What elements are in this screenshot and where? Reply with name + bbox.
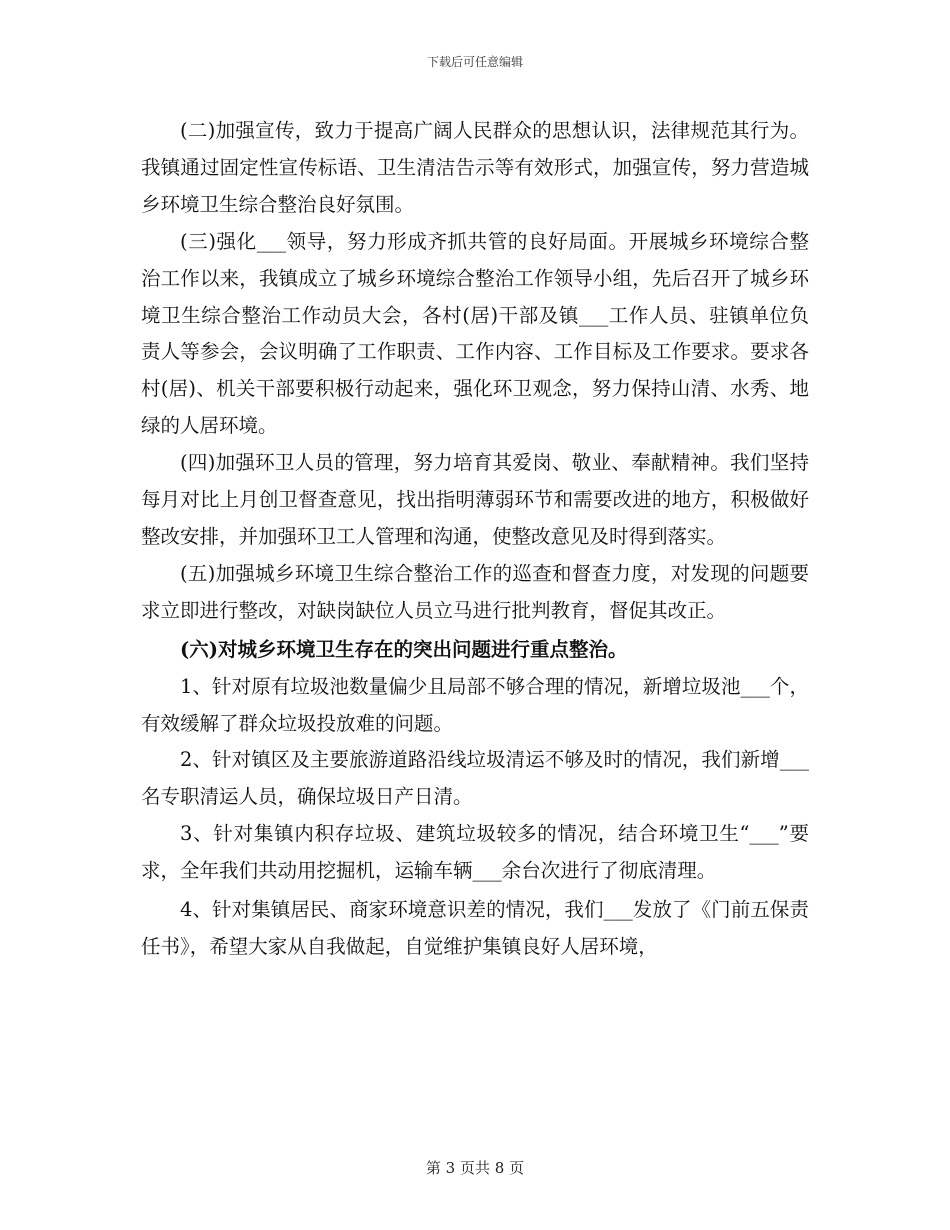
document-body bbox=[141, 113, 809, 966]
list-item-construction-waste: 3、针对集镇内积存垃圾、建筑垃圾较多的情况，结合环境卫生“___”要求，全年我们共动用挖掘机，运输车辆___余台次进行了彻底清理。 bbox=[141, 822, 809, 883]
paragraph-sanitation-staff: (四)加强环卫人员的管理，努力培育其爱岗、敬业、奉献精神。我们坚持每月对比上月创卫督查意见，找出指明薄弱环节和需要改进的地方，积极做好整改安排，并加强环卫工人管理和沟通，使整改意见及时得到落实。 bbox=[141, 451, 809, 548]
section-heading-key-issues: (六)对城乡环境卫生存在的突出问题进行重点整治。 bbox=[180, 637, 628, 661]
page-number: 第 3 页共 8 页 bbox=[425, 1159, 525, 1177]
paragraph-inspection: (五)加强城乡环境卫生综合整治工作的巡查和督查力度，对发现的问题要求立即进行整改，对缺岗缺位人员立马进行批判教育，督促其改正。 bbox=[141, 561, 809, 622]
paragraph-publicity: (二)加强宣传，致力于提高广阔人民群众的思想认识，法律规范其行为。我镇通过固定性宣传标语、卫生清洁告示等有效形式，加强宣传，努力营造城乡环境卫生综合整治良好氛围。 bbox=[141, 119, 809, 216]
list-item-responsibility-letter: 4、针对集镇居民、商家环境意识差的情况，我们___发放了《门前五保责任书》，希望大家从自我做起，自觉维护集镇良好人居环境， bbox=[141, 898, 809, 958]
list-item-garbage-pools: 1、针对原有垃圾池数量偏少且局部不够合理的情况，新增垃圾池___个，有效缓解了群众垃圾投放难的问题。 bbox=[141, 674, 809, 735]
page-header: 下载后可任意编辑 bbox=[426, 55, 523, 69]
list-item-cleaning-staff: 2、针对镇区及主要旅游道路沿线垃圾清运不够及时的情况，我们新增___名专职清运人员，确保垃圾日产日清。 bbox=[141, 748, 809, 809]
paragraph-leadership: (三)强化___领导，努力形成齐抓共管的良好局面。开展城乡环境综合整治工作以来，我镇成立了城乡环境综合整治工作领导小组，先后召开了城乡环境卫生综合整治工作动员大会，各村(居)干部及镇___工作人员、驻镇单位负责人等参会，会议明确了工作职责、工作内容、工作目标及工作要求。要求各村(居)、机关干部要积极行动起来，强化环卫观念，努力保持山清、水秀、地绿的人居环境。 bbox=[141, 229, 809, 438]
